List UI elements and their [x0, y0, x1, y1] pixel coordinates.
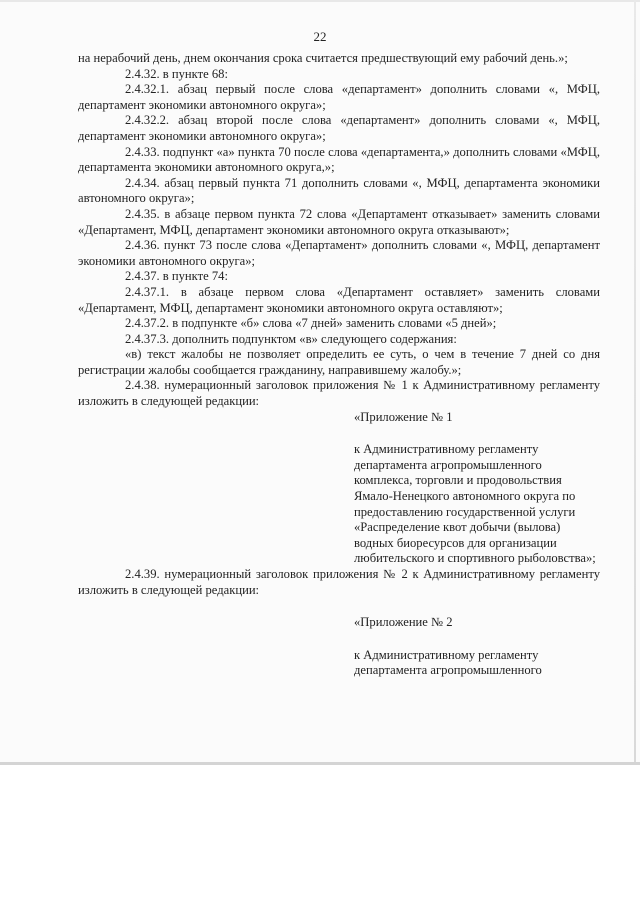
document-body [78, 51, 600, 679]
paragraph-subpoint-v: «в) текст жалобы не позволяет определить ее суть, о чем в течение 7 дней со дня регистрации жалобы сообщается гражданину, направившему жалобу.»; [78, 347, 600, 377]
spacer [78, 598, 600, 615]
paragraph-2-4-37: 2.4.37. в пункте 74: [125, 269, 228, 284]
annex-2-body: к Административному регламенту департамента агропромышленного [354, 647, 542, 678]
paragraph-2-4-36: 2.4.36. пункт 73 после слова «Департамент» дополнить словами «, МФЦ, департамент экономики автономного округа»; [78, 238, 600, 268]
annex-2-heading: «Приложение № 2 [354, 615, 453, 630]
paragraph-2-4-32-1: 2.4.32.1. абзац первый после слова «департамент» дополнить словами «, МФЦ, департамент экономики автономного округа»; [78, 82, 600, 112]
paragraph-2-4-32-2: 2.4.32.2. абзац второй после слова «департамент» дополнить словами «, МФЦ, департамент экономики автономного округа»; [78, 113, 600, 143]
paragraph-2-4-37-2: 2.4.37.2. в подпункте «б» слова «7 дней» заменить словами «5 дней»; [125, 316, 497, 331]
paragraph-2-4-39: 2.4.39. нумерационный заголовок приложения № 2 к Административному регламенту изложить в следующей редакции: [78, 567, 600, 597]
paragraph-2-4-35: 2.4.35. в абзаце первом пункта 72 слова «Департамент отказывает» заменить словами «Департамент, МФЦ, департамент экономики автономного округа отказывают»; [78, 206, 600, 237]
paragraph-2-4-37-3: 2.4.37.3. дополнить подпунктом «в» следующего содержания: [125, 331, 457, 346]
page-number: 22 [313, 29, 327, 44]
spacer [78, 425, 600, 442]
paragraph-continuation: на нерабочий день, днем окончания срока считается предшествующий ему рабочий день.»; [78, 51, 568, 65]
annex-1-body: к Административному регламенту департамента агропромышленного комплекса, торговли и продовольствия Ямало-Ненецкого автономного округа по предоставлению государственной услуги «Распределение квот добычи (вылова) водных биоресурсов для организации любительского и спортивного рыболовства»; [354, 442, 596, 566]
paragraph-2-4-33: 2.4.33. подпункт «а» пункта 70 после слова «департамента,» дополнить словами «МФЦ, департамента экономики автономного округа,»; [78, 144, 600, 175]
paragraph-2-4-34: 2.4.34. абзац первый пункта 71 дополнить словами «, МФЦ, департамента экономики автономного округа»; [78, 175, 600, 206]
paragraph-2-4-32: 2.4.32. в пункте 68: [125, 66, 228, 81]
paragraph-2-4-37-1: 2.4.37.1. в абзаце первом слова «Департамент оставляет» заменить словами «Департамент, МФЦ, департамент экономики автономного округа оставляют»; [78, 284, 600, 315]
paragraph-2-4-38: 2.4.38. нумерационный заголовок приложения № 1 к Административному регламенту изложить в следующей редакции: [78, 378, 600, 409]
annex-1-heading: «Приложение № 1 [354, 409, 453, 424]
page-edge-shadow [634, 0, 636, 762]
spacer [78, 631, 600, 648]
